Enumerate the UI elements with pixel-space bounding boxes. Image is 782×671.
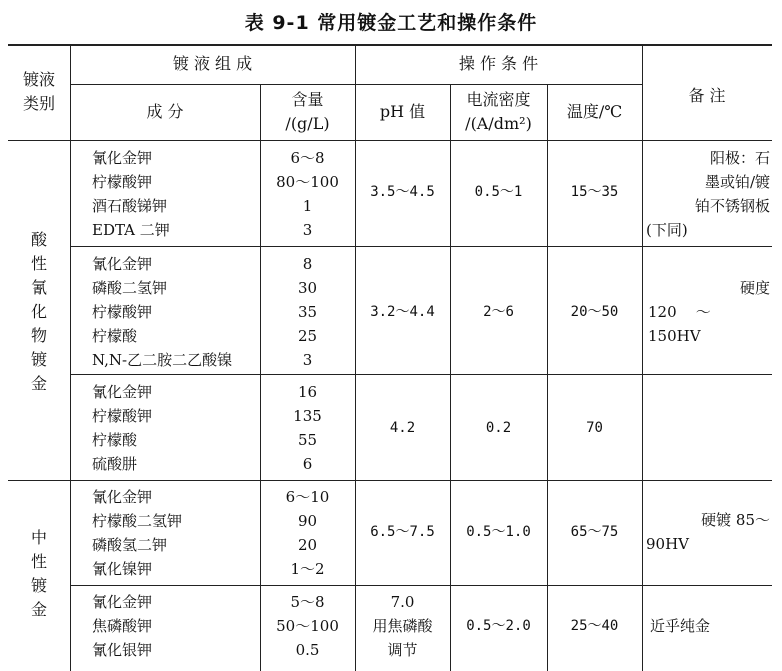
row5-current: 0.5～2.0 xyxy=(466,618,531,634)
row4-current: 0.5～1.0 xyxy=(466,524,531,540)
content-value: 30 xyxy=(297,279,318,297)
col-rule-temp xyxy=(642,44,643,671)
col-rule-content xyxy=(355,44,356,671)
row1-components xyxy=(92,146,170,242)
remark-line: 120 ～ xyxy=(648,303,711,321)
row1-remark xyxy=(646,146,770,242)
header-content-line1: 含量 xyxy=(291,90,324,109)
row1-contents xyxy=(260,146,355,242)
content-value: 1 xyxy=(302,197,313,215)
row2-ph: 3.2～4.4 xyxy=(370,304,435,320)
row4-ph: 6.5～7.5 xyxy=(370,524,435,540)
row2-contents xyxy=(260,252,355,372)
component-name: 磷酸二氢钾 xyxy=(92,279,168,297)
group-neutral-type xyxy=(8,526,70,622)
table-caption: 表 9-1 常用镀金工艺和操作条件 xyxy=(244,12,538,34)
header-content-line2: /(g/L) xyxy=(285,114,330,133)
content-value: 5～8 xyxy=(290,593,325,611)
ph-line: 调节 xyxy=(387,641,418,659)
row1-ph: 3.5～4.5 xyxy=(370,184,435,200)
content-value: 1～2 xyxy=(290,560,325,578)
type-char: 镀 xyxy=(30,576,47,595)
component-name: 氰化金钾 xyxy=(92,255,153,273)
row4-contents xyxy=(260,485,355,581)
row-rule-3 xyxy=(70,585,772,586)
row3-contents xyxy=(260,380,355,476)
content-value: 6～10 xyxy=(285,488,330,506)
content-value: 80～100 xyxy=(276,173,339,191)
component-name: 柠檬酸 xyxy=(92,327,138,345)
component-name: 氰化金钾 xyxy=(92,149,153,167)
component-name: 氰化金钾 xyxy=(92,383,153,401)
row2-remark xyxy=(648,276,770,348)
row4-remark xyxy=(646,508,770,556)
remark-line: 90HV xyxy=(646,535,690,553)
remark-line: 墨或铂/镀 xyxy=(704,173,770,191)
component-name: 柠檬酸钾 xyxy=(92,173,153,191)
header-temperature: 温度/℃ xyxy=(566,102,623,121)
content-value: 6 xyxy=(302,455,313,473)
type-char: 金 xyxy=(30,374,47,393)
type-char: 中 xyxy=(30,528,47,547)
type-char: 酸 xyxy=(30,230,47,249)
row2-temp: 20～50 xyxy=(570,304,619,320)
header-bottom-rule xyxy=(8,140,772,141)
component-name: 硫酸肼 xyxy=(92,455,138,473)
row5-contents xyxy=(260,590,355,662)
ph-line: 用焦磷酸 xyxy=(372,617,433,635)
row1-temp: 15～35 xyxy=(570,184,619,200)
content-value: 3 xyxy=(302,221,313,239)
col-rule-type xyxy=(70,44,71,671)
row-rule-2 xyxy=(70,374,772,375)
component-name: EDTA 二钾 xyxy=(92,221,170,239)
component-name: 氰化镍钾 xyxy=(92,560,153,578)
remark-line: 铂不锈钢板 xyxy=(694,197,770,215)
component-name: 柠檬酸钾 xyxy=(92,303,153,321)
group-acid-type xyxy=(8,228,70,396)
header-ph: pH 值 xyxy=(379,102,426,121)
component-name: 柠檬酸 xyxy=(92,431,138,449)
row5-ph xyxy=(355,590,450,662)
row5-temp: 25～40 xyxy=(570,618,619,634)
ph-line: 7.0 xyxy=(390,593,415,611)
row5-remark: 近乎纯金 xyxy=(650,617,711,635)
header-component: 成 分 xyxy=(146,102,184,121)
type-char: 氰 xyxy=(30,278,47,297)
content-value: 55 xyxy=(297,431,318,449)
type-char: 金 xyxy=(30,600,47,619)
row1-current: 0.5～1 xyxy=(474,184,523,200)
header-current-line2: /(A/dm²) xyxy=(465,114,532,133)
component-name: N,N-乙二胺二乙酸镍 xyxy=(92,351,233,369)
component-name: 磷酸氢二钾 xyxy=(92,536,168,554)
row3-ph: 4.2 xyxy=(389,420,416,436)
header-type xyxy=(8,68,70,116)
content-value: 90 xyxy=(297,512,318,530)
header-current-line1: 电流密度 xyxy=(466,90,531,109)
type-char: 性 xyxy=(30,254,47,273)
header-current-density xyxy=(450,88,547,136)
remark-line: 150HV xyxy=(648,327,701,345)
header-mid-rule xyxy=(70,84,642,85)
content-value: 6～8 xyxy=(290,149,325,167)
header-operating-conditions: 操 作 条 件 xyxy=(458,54,539,73)
row4-temp: 65～75 xyxy=(570,524,619,540)
header-bath-composition: 镀 液 组 成 xyxy=(172,54,253,73)
component-name: 酒石酸锑钾 xyxy=(92,197,168,215)
type-char: 化 xyxy=(30,302,47,321)
remark-line: 阳极：石 xyxy=(709,149,770,167)
row2-current: 2～6 xyxy=(483,304,514,320)
type-char: 镀 xyxy=(30,350,47,369)
remark-line: 硬度 xyxy=(739,279,770,297)
content-value: 3 xyxy=(302,351,313,369)
row3-components xyxy=(92,380,152,476)
content-value: 0.5 xyxy=(295,641,320,659)
group-rule xyxy=(8,480,772,481)
header-remarks: 备 注 xyxy=(688,86,726,105)
type-char: 物 xyxy=(30,326,47,345)
content-value: 35 xyxy=(297,303,318,321)
row-rule-1 xyxy=(70,246,772,247)
content-value: 25 xyxy=(297,327,318,345)
remark-line: 硬镀 85～ xyxy=(701,511,770,529)
content-value: 50～100 xyxy=(276,617,339,635)
component-name: 柠檬酸二氢钾 xyxy=(92,512,183,530)
table-top-rule xyxy=(8,44,772,46)
row3-current: 0.2 xyxy=(485,420,512,436)
header-type-line1: 镀液 xyxy=(22,70,55,89)
content-value: 8 xyxy=(302,255,313,273)
row5-components xyxy=(92,590,152,662)
content-value: 20 xyxy=(297,536,318,554)
col-rule-current xyxy=(547,84,548,671)
header-type-line2: 类别 xyxy=(22,94,55,113)
content-value: 135 xyxy=(293,407,322,425)
component-name: 氰化金钾 xyxy=(92,593,153,611)
header-content xyxy=(260,88,355,136)
row4-components xyxy=(92,485,182,581)
type-char: 性 xyxy=(30,552,47,571)
component-name: 氰化银钾 xyxy=(92,641,153,659)
component-name: 氰化金钾 xyxy=(92,488,153,506)
row2-components xyxy=(92,252,232,372)
component-name: 焦磷酸钾 xyxy=(92,617,153,635)
content-value: 16 xyxy=(297,383,318,401)
col-rule-ph xyxy=(450,84,451,671)
remark-line: (下同) xyxy=(646,221,688,239)
row3-temp: 70 xyxy=(586,420,603,436)
component-name: 柠檬酸钾 xyxy=(92,407,153,425)
